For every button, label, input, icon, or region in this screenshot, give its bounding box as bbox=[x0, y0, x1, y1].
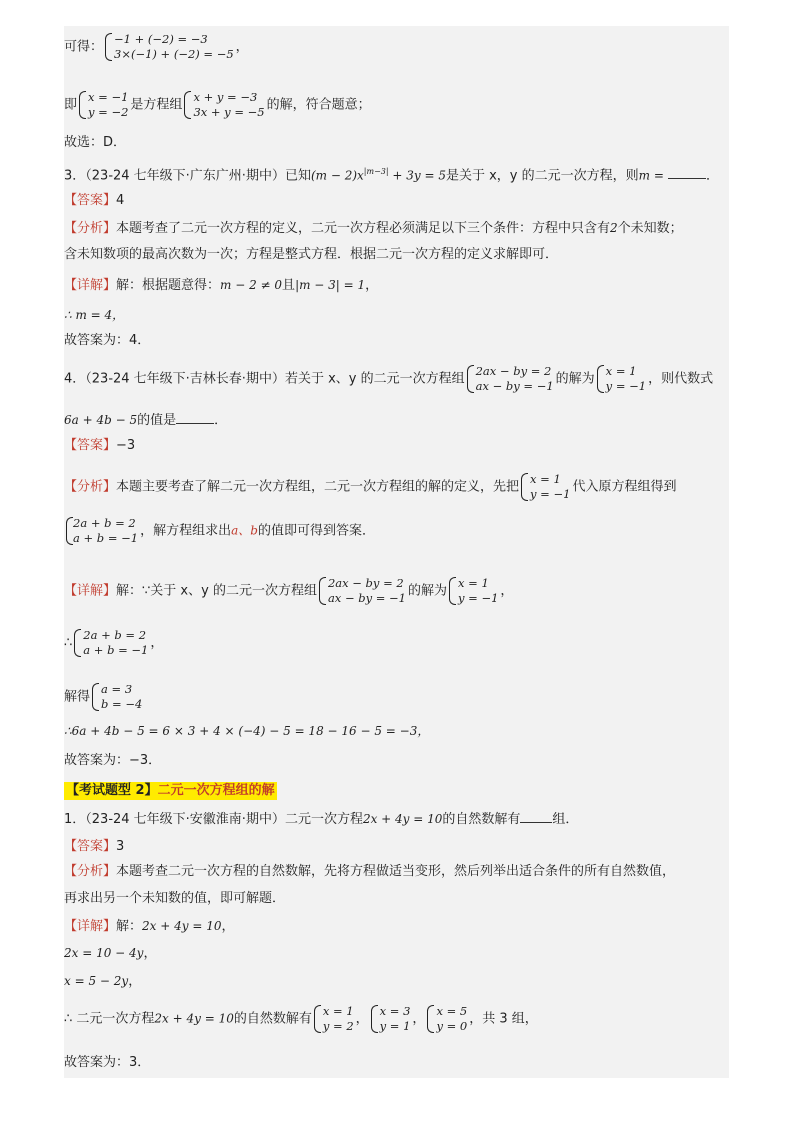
sys-row: ax − by = −1 bbox=[475, 379, 554, 393]
q1-conclusion: 故答案为：3． bbox=[64, 1055, 151, 1070]
math: m − 2 ≠ 0 bbox=[220, 278, 283, 292]
q4-analysis-1 bbox=[64, 472, 676, 502]
answer-value: −3 bbox=[116, 438, 136, 453]
sys-row: y = −1 bbox=[458, 591, 499, 605]
section-title-text: 二元一次方程组的解 bbox=[157, 783, 275, 798]
math-sup: |m−3| bbox=[363, 167, 389, 176]
punct: ， bbox=[500, 583, 514, 599]
text: 本题主要考查了解二元一次方程组，二元一次方程组的解的定义，先把 bbox=[116, 479, 520, 495]
text: ，解方程组求出 bbox=[140, 523, 232, 539]
answer-blank[interactable] bbox=[520, 810, 552, 823]
solution-system bbox=[449, 576, 498, 606]
q1-detail-1 bbox=[64, 917, 235, 936]
answer-tag: 【答案】 bbox=[64, 193, 117, 208]
sys-row: x = 3 bbox=[379, 1004, 411, 1018]
text: 个未知数； bbox=[617, 221, 683, 236]
punct: ， bbox=[221, 919, 235, 934]
analysis-tag: 【分析】 bbox=[64, 864, 117, 879]
punct: ， bbox=[365, 278, 379, 293]
q1-stem bbox=[64, 810, 578, 829]
text: 解：∵关于 x、y 的二元一次方程组 bbox=[116, 583, 317, 599]
sys-row: x = 1 bbox=[530, 472, 561, 486]
text: 代入原方程组得到 bbox=[572, 479, 677, 495]
sys-row: x = 1 bbox=[322, 1004, 354, 1018]
q3-answer bbox=[64, 192, 124, 210]
answer-value: 3 bbox=[116, 839, 125, 854]
equation-system bbox=[319, 576, 406, 606]
punct: ． bbox=[214, 413, 228, 428]
solution-system bbox=[314, 1004, 354, 1034]
q1-detail-4 bbox=[64, 1004, 538, 1034]
text: 解得 bbox=[64, 689, 91, 705]
sys-row: 3x + y = −5 bbox=[193, 105, 265, 119]
math: a、b bbox=[231, 523, 258, 538]
sys-row: −1 + (−2) = −3 bbox=[114, 32, 208, 46]
math: 2x + 4y = 10 bbox=[362, 812, 443, 826]
q1-analysis-1 bbox=[64, 863, 675, 881]
sys-row: x = 5 bbox=[436, 1004, 468, 1018]
text: 即 bbox=[64, 97, 78, 113]
text: ∴ 二元一次方程 bbox=[64, 1011, 155, 1027]
math: 2x + 4y = 10 bbox=[154, 1011, 234, 1026]
sys-row: 3×(−1) + (−2) = −5 bbox=[114, 47, 234, 61]
section-title-tag: 【考试题型 2】 bbox=[66, 783, 158, 798]
equation-system bbox=[74, 628, 148, 658]
text: 的自然数解有 bbox=[233, 1011, 312, 1027]
q4-conclusion: 故答案为：−3． bbox=[64, 753, 162, 768]
sys-row: x = 1 bbox=[458, 576, 489, 590]
solution-system bbox=[427, 1004, 467, 1034]
answer-blank[interactable] bbox=[668, 166, 706, 179]
q4-stem-2 bbox=[64, 411, 227, 430]
sys-row: y = −1 bbox=[605, 379, 647, 393]
sys-row: ax − by = −1 bbox=[327, 591, 406, 605]
text: 的解为 bbox=[555, 371, 595, 387]
q3-detail-1 bbox=[64, 276, 378, 295]
detail-tag: 【详解】 bbox=[64, 278, 117, 293]
equation-system bbox=[66, 516, 138, 546]
text: 解：根据题意得： bbox=[116, 278, 221, 293]
punct: ． bbox=[706, 168, 720, 184]
solution-system bbox=[92, 682, 142, 712]
text: 组． bbox=[552, 812, 579, 827]
sys-row: y = −1 bbox=[530, 487, 571, 501]
q3-detail-2: ∴ m = 4， bbox=[64, 308, 125, 322]
q3-detail-3: 故答案为：4． bbox=[64, 333, 151, 348]
top-prefix: 可得： bbox=[64, 39, 104, 55]
top-line-2 bbox=[64, 90, 371, 120]
sys-row: x = −1 bbox=[88, 90, 129, 104]
punct: ， bbox=[150, 635, 164, 651]
q4-detail-3 bbox=[64, 682, 144, 712]
sys-row: a + b = −1 bbox=[83, 643, 149, 657]
math: 2x + 4y = 10 bbox=[142, 919, 222, 933]
text: 的值即可得到答案． bbox=[257, 523, 375, 539]
text: 1．（23-24 七年级下·安徽淮南·期中）二元一次方程 bbox=[64, 812, 363, 827]
math: m = bbox=[638, 168, 664, 183]
text: 3．（23-24 七年级下·广东广州·期中）已知 bbox=[64, 168, 311, 184]
sys-row: y = 1 bbox=[379, 1019, 411, 1033]
q1-analysis-2: 再求出另一个未知数的值，即可解题． bbox=[64, 891, 286, 906]
sys-row: 2ax − by = 2 bbox=[475, 364, 552, 378]
sys-row: x = 1 bbox=[605, 364, 637, 378]
q3-stem bbox=[64, 163, 719, 185]
text: 且 bbox=[282, 278, 296, 293]
sys-row: y = 0 bbox=[436, 1019, 468, 1033]
q4-answer bbox=[64, 437, 135, 455]
text: 本题考查二元一次方程的自然数解，先将方程做适当变形，然后列举出适合条件的所有自然数值， bbox=[116, 864, 676, 879]
text: 的解为 bbox=[408, 583, 448, 599]
analysis-tag: 【分析】 bbox=[64, 479, 117, 495]
top-choice: 故选：D． bbox=[64, 135, 127, 150]
q4-detail-4: ∴6a + 4b − 5 = 6 × 3 + 4 × (−4) − 5 = 18 − 16 − 5 = −3， bbox=[64, 724, 430, 738]
answer-tag: 【答案】 bbox=[64, 438, 117, 453]
answer-tag: 【答案】 bbox=[64, 839, 117, 854]
equation-system bbox=[467, 364, 554, 394]
q3-analysis-1 bbox=[64, 219, 683, 238]
sys-row: a = 3 bbox=[101, 682, 133, 696]
text: 的解，符合题意； bbox=[266, 97, 371, 113]
section-title bbox=[64, 782, 277, 800]
q4-detail-1 bbox=[64, 576, 513, 606]
punct: ， bbox=[128, 974, 142, 989]
sys-row: a + b = −1 bbox=[73, 531, 139, 545]
q4-stem-1 bbox=[64, 364, 713, 394]
text: 4．（23-24 七年级下·吉林长春·期中）若关于 x、y 的二元一次方程组 bbox=[64, 371, 465, 387]
solution-system bbox=[79, 90, 128, 120]
system-eval bbox=[105, 32, 234, 62]
text: 是方程组 bbox=[130, 97, 183, 113]
text: 的自然数解有 bbox=[442, 812, 521, 827]
math: 2 bbox=[610, 221, 618, 235]
punct: ， bbox=[412, 1011, 426, 1027]
text: ，共 3 组， bbox=[469, 1011, 538, 1027]
sys-row: y = 2 bbox=[322, 1019, 354, 1033]
equation-system bbox=[184, 90, 264, 120]
punct: ， bbox=[355, 1011, 369, 1027]
sys-row: b = −4 bbox=[101, 697, 143, 711]
math: 6a + 4b − 5 bbox=[64, 413, 138, 427]
q3-analysis-2: 含未知数项的最高次数为一次；方程是整式方程．根据二元一次方程的定义求解即可． bbox=[64, 247, 559, 262]
q4-analysis-2 bbox=[64, 516, 375, 546]
q4-detail-2 bbox=[64, 628, 163, 658]
math: x = 5 − 2y bbox=[64, 974, 129, 988]
therefore-symbol: ∴ bbox=[64, 635, 73, 651]
math: (m − 2)x bbox=[310, 168, 364, 183]
math: + 3y = 5 bbox=[388, 168, 446, 183]
solution-system bbox=[371, 1004, 411, 1034]
sys-row: 2a + b = 2 bbox=[83, 628, 147, 642]
text: 的值是 bbox=[137, 413, 177, 428]
solution-system bbox=[521, 472, 570, 502]
text: ，则代数式 bbox=[648, 371, 714, 387]
text: 解： bbox=[116, 919, 143, 934]
detail-tag: 【详解】 bbox=[64, 583, 117, 599]
answer-value: 4 bbox=[116, 193, 125, 208]
answer-blank[interactable] bbox=[176, 411, 214, 424]
sys-row: x + y = −3 bbox=[193, 90, 258, 104]
math: 2x = 10 − 4y bbox=[64, 946, 144, 960]
content-sheet bbox=[64, 26, 729, 1078]
sys-row: 2a + b = 2 bbox=[73, 516, 136, 530]
solution-system bbox=[597, 364, 646, 394]
math: |m − 3| = 1 bbox=[295, 278, 366, 292]
text: 本题考查了二元一次方程的定义，二元一次方程必须满足以下三个条件：方程中只含有 bbox=[116, 221, 611, 236]
punct: ， bbox=[143, 946, 157, 961]
q1-detail-2 bbox=[64, 944, 156, 963]
sys-row: y = −2 bbox=[88, 105, 129, 119]
q1-answer bbox=[64, 838, 124, 856]
text: 是关于 x，y 的二元一次方程，则 bbox=[445, 168, 639, 184]
detail-tag: 【详解】 bbox=[64, 919, 117, 934]
top-line-1 bbox=[64, 32, 249, 62]
punct: ， bbox=[235, 39, 249, 55]
sys-row: 2ax − by = 2 bbox=[327, 576, 404, 590]
analysis-tag: 【分析】 bbox=[64, 221, 117, 236]
q1-detail-3 bbox=[64, 972, 141, 991]
